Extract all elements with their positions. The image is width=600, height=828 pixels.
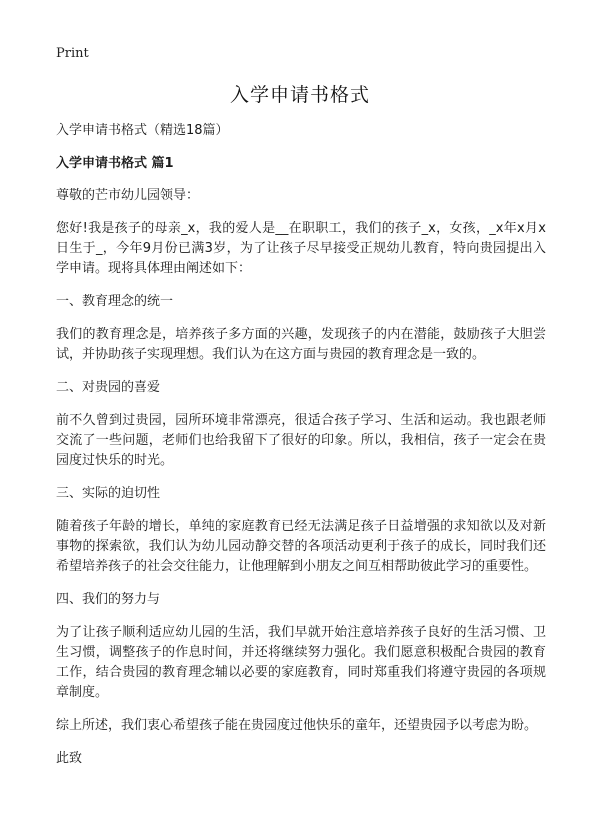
section-title: 入学申请书格式 篇1 bbox=[56, 156, 174, 171]
document-subtitle: 入学申请书格式（精选18篇） bbox=[56, 123, 229, 138]
print-label: Print bbox=[56, 46, 89, 61]
salutation: 尊敬的芒市幼儿园领导： bbox=[56, 188, 200, 203]
paragraph-3: 随着孩子年龄的增长，单纯的家庭教育已经无法满足孩子日益增强的求知欲以及对新事物的探索欲，我们认为幼儿园动静交替的各项活动更利于孩子的成长，同时我们还希望培养孩子的社会交往能力，让他理解到小朋友之间互相帮助彼此学习的重要性。 bbox=[56, 519, 546, 574]
paragraph-5: 综上所述，我们衷心希望孩子能在贵园度过他快乐的童年，还望贵园予以考虑为盼。 bbox=[56, 718, 538, 733]
document-title: 入学申请书格式 bbox=[229, 84, 370, 106]
document-body bbox=[56, 121, 546, 782]
closing-line: 此致 bbox=[56, 751, 83, 766]
heading-3: 三、实际的迫切性 bbox=[56, 486, 161, 501]
paragraph-4: 为了让孩子顺利适应幼儿园的生活，我们早就开始注意培养孩子良好的生活习惯、卫生习惯，调整孩子的作息时间，并还将继续努力强化。我们愿意积极配合贵园的教育工作，结合贵园的教育理念辅以必要的家庭教育，同时郑重我们将遵守贵园的各项规章制度。 bbox=[56, 625, 546, 700]
intro-paragraph: 您好!我是孩子的母亲_x，我的爱人是__在职职工，我们的孩子_x，女孩，_x年x月x日生于_，今年9月份已满3岁，为了让孩子尽早接受正规幼儿教育，特向贵园提出入学申请。现将具体理由阐述如下： bbox=[56, 221, 546, 276]
paragraph-2: 前不久曾到过贵园，园所环境非常漂亮，很适合孩子学习、生活和运动。我也跟老师交流了一些问题，老师们也给我留下了很好的印象。所以，我相信，孩子一定会在贵园度过快乐的时光。 bbox=[56, 413, 546, 468]
paragraph-1: 我们的教育理念是，培养孩子多方面的兴趣，发现孩子的内在潜能，鼓励孩子大胆尝试，并协助孩子实现理想。我们认为在这方面与贵园的教育理念是一致的。 bbox=[56, 327, 546, 362]
heading-4: 四、我们的努力与 bbox=[56, 592, 161, 607]
heading-2: 二、对贵园的喜爱 bbox=[56, 380, 161, 395]
heading-1: 一、教育理念的统一 bbox=[56, 294, 174, 309]
